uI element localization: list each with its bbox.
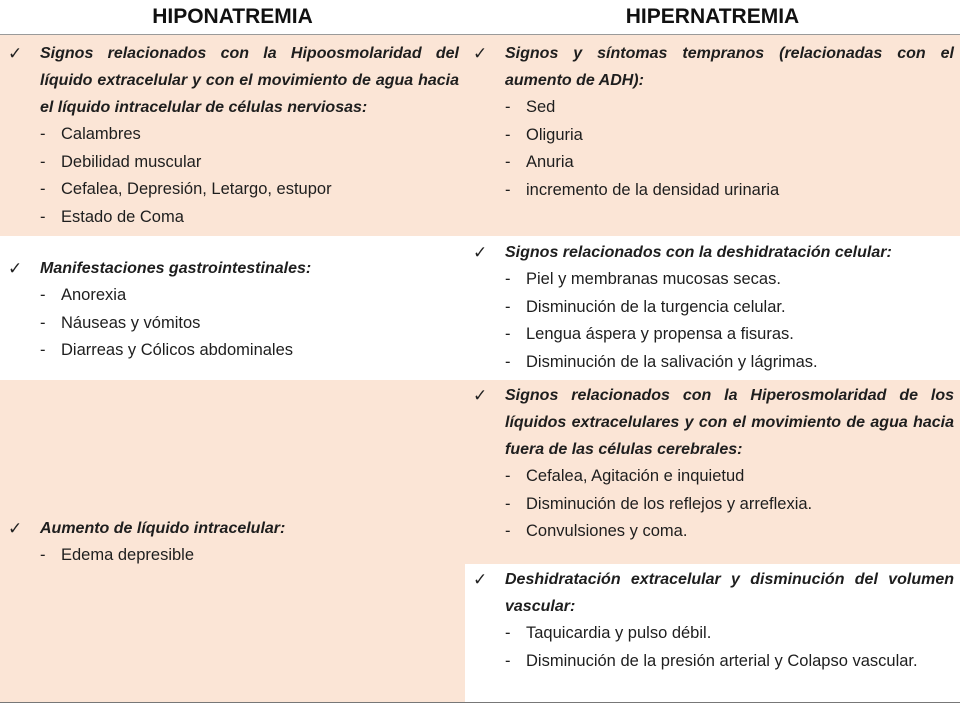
left-cell-3 <box>0 380 465 702</box>
item-list <box>8 121 459 231</box>
check-icon: ✓ <box>473 570 488 589</box>
check-icon: ✓ <box>473 386 488 405</box>
check-icon: ✓ <box>8 44 23 63</box>
dash-icon: - <box>505 153 511 171</box>
list-item: - Debilidad muscular <box>40 149 459 177</box>
list-item: - Lengua áspera y propensa a fisuras. <box>505 321 954 349</box>
item-list <box>473 266 954 376</box>
dash-icon: - <box>40 152 46 171</box>
right-cell-4 <box>465 564 960 702</box>
dash-icon: - <box>505 98 511 116</box>
list-item: - Cefalea, Agitación e inquietud <box>505 463 954 491</box>
dash-icon: - <box>505 180 511 199</box>
list-item: - Piel y membranas mucosas secas. <box>505 266 954 294</box>
header-hipernatremia: HIPERNATREMIA <box>465 0 960 35</box>
dash-icon: - <box>505 125 511 144</box>
dash-icon: - <box>505 494 511 513</box>
check-icon: ✓ <box>473 243 488 262</box>
section-title: Manifestaciones gastrointestinales: <box>40 260 312 277</box>
dash-icon: - <box>40 341 46 359</box>
dash-icon: - <box>505 624 511 642</box>
dash-icon: - <box>40 180 46 198</box>
list-item: - Sed <box>505 94 954 122</box>
section-title: Deshidratación extracelular y disminución del volumen vascular: <box>505 571 954 615</box>
section-title: Signos relacionados con la deshidratación celular: <box>505 244 892 261</box>
item-list <box>8 282 459 365</box>
dash-icon: - <box>505 522 511 540</box>
check-icon: ✓ <box>8 519 23 538</box>
dash-icon: - <box>505 651 511 670</box>
check-icon: ✓ <box>473 44 488 63</box>
list-item: - Edema depresible <box>40 542 459 570</box>
dash-icon: - <box>505 297 511 316</box>
item-list <box>473 94 954 204</box>
list-item: - Disminución de la presión arterial y Colapso vascular. <box>505 648 954 676</box>
list-item: - Calambres <box>40 121 459 149</box>
list-item: - Anorexia <box>40 282 459 310</box>
list-item: - incremento de la densidad urinaria <box>505 177 954 205</box>
dash-icon: - <box>40 546 46 564</box>
dash-icon: - <box>40 286 46 304</box>
list-item: - Anuria <box>505 149 954 177</box>
left-cell-2 <box>0 236 465 380</box>
item-list <box>8 542 459 570</box>
section-title: Signos relacionados con la Hipoosmolaridad del líquido extracelular y con el movimiento de agua hacia el líquido intracelular de células nerviosas: <box>40 45 459 116</box>
list-item: - Disminución de la salivación y lágrimas. <box>505 349 954 377</box>
list-item: - Disminución de los reflejos y arreflexia. <box>505 491 954 519</box>
right-cell-2 <box>465 236 960 380</box>
list-item: - Estado de Coma <box>40 204 459 232</box>
section-title: Signos relacionados con la Hiperosmolaridad de los líquidos extracelulares y con el movimiento de agua hacia fuera de las células cerebrales: <box>505 387 954 458</box>
dash-icon: - <box>40 125 46 143</box>
list-item: - Taquicardia y pulso débil. <box>505 620 954 648</box>
header-hiponatremia: HIPONATREMIA <box>0 0 465 35</box>
item-list <box>473 620 954 675</box>
section-title: Signos y síntomas tempranos (relacionadas con el aumento de ADH): <box>505 45 954 89</box>
dash-icon: - <box>40 313 46 332</box>
table-bottom-border <box>0 702 960 721</box>
list-item: - Diarreas y Cólicos abdominales <box>40 337 459 365</box>
list-item: - Cefalea, Depresión, Letargo, estupor <box>40 176 459 204</box>
item-list <box>473 463 954 546</box>
dash-icon: - <box>505 352 511 371</box>
section-title: Aumento de líquido intracelular: <box>40 520 286 537</box>
dash-icon: - <box>505 270 511 288</box>
left-cell-1 <box>0 35 465 236</box>
list-item: - Náuseas y vómitos <box>40 310 459 338</box>
dash-icon: - <box>505 467 511 485</box>
dash-icon: - <box>40 207 46 226</box>
check-icon: ✓ <box>8 259 23 278</box>
right-cell-3 <box>465 380 960 564</box>
list-item: - Disminución de la turgencia celular. <box>505 294 954 322</box>
list-item: - Oliguria <box>505 122 954 150</box>
dash-icon: - <box>505 325 511 343</box>
right-cell-1 <box>465 35 960 236</box>
list-item: - Convulsiones y coma. <box>505 518 954 546</box>
